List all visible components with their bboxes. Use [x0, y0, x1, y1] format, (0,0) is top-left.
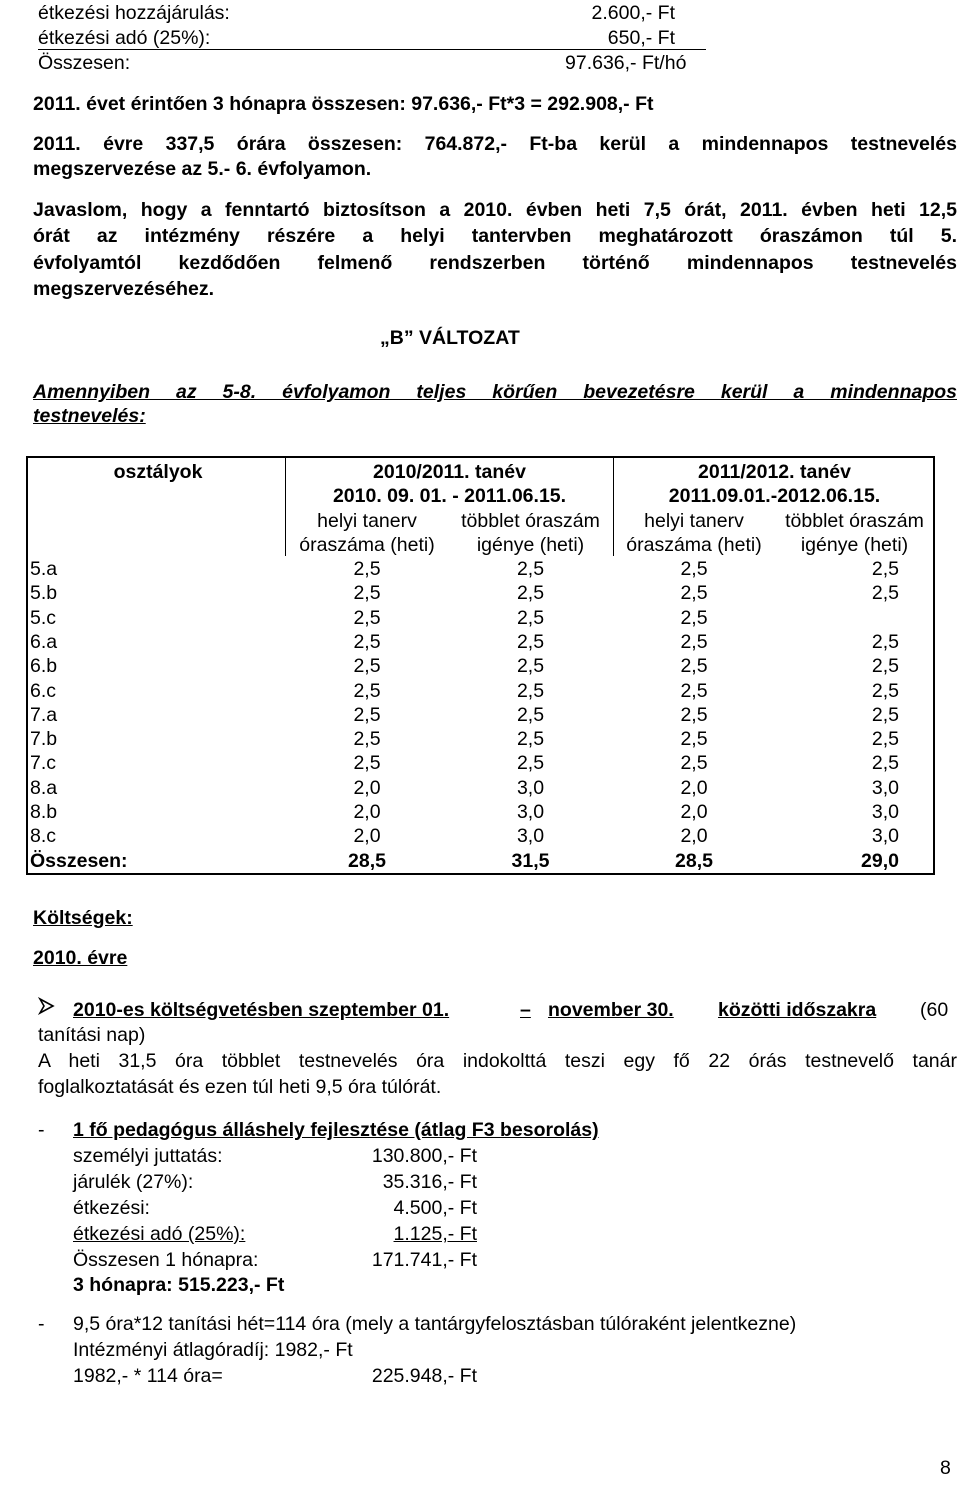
table-row-class: 8.b — [30, 801, 58, 823]
item2-line2: Intézményi átlagóradíj: 1982,- Ft — [73, 1339, 353, 1361]
bullet-reason-line1: A heti 31,5 óra többlet testnevelés óra indokolttá teszi egy fő 22 órás testnevelő tanár — [38, 1050, 957, 1072]
table-cell: 2,5 — [353, 703, 381, 726]
table-cell: 3,0 — [516, 825, 545, 848]
variant-intro-line1: Amennyiben az 5-8. évfolyamon teljes körűen bevezetésre kerül a mindennapos — [33, 381, 957, 403]
item1-three-months: 3 hónapra: 515.223,- Ft — [73, 1274, 285, 1296]
table-cell: 2,5 — [680, 558, 708, 580]
item1-cost-label: étkezési: — [73, 1197, 150, 1219]
table-cell: 3,0 — [871, 801, 899, 823]
table-cell: 2,5 — [353, 630, 381, 653]
bullet-period-start: 2010-es költségvetésben szeptember 01. — [73, 999, 450, 1021]
proposal-line4: megszervezéséhez. — [33, 278, 215, 300]
table-cell: 2,5 — [516, 558, 545, 580]
table-cell: 2,5 — [680, 728, 708, 751]
table-cell: 3,0 — [516, 801, 545, 823]
table-row-class: 7.c — [30, 752, 57, 775]
table-cell: 2,5 — [680, 752, 708, 775]
bullet-reason-line2: foglalkoztatását és ezen túl heti 9,5 óra túlórát. — [38, 1076, 442, 1098]
table-cell: 2,5 — [353, 655, 381, 678]
cost-value-meal-tax: 650,- Ft — [607, 27, 675, 49]
table-row-class: 6.a — [30, 630, 58, 653]
table-cell: 2,0 — [680, 825, 708, 848]
item1-cost-label: étkezési adó (25%): — [73, 1223, 246, 1245]
cost-label-meal-tax: étkezési adó (25%): — [38, 27, 211, 49]
item1-cost-value: 171.741,- Ft — [371, 1249, 477, 1271]
table-row-class: 6.c — [30, 679, 57, 702]
header-col-a-line2: óraszáma (heti) — [299, 534, 435, 556]
item1-cost-label: személyi juttatás: — [73, 1145, 223, 1167]
item1-cost-value: 1.125,- Ft — [393, 1223, 477, 1245]
header-period2: 2011.09.01.-2012.06.15. — [668, 485, 881, 507]
costs-heading: Költségek: — [33, 907, 133, 929]
item1-dash: - — [38, 1119, 45, 1141]
bullet-days-open: (60 — [920, 999, 949, 1021]
table-cell: 2,5 — [516, 582, 545, 605]
table-cell: 2,5 — [871, 558, 899, 580]
page-number: 8 — [940, 1457, 951, 1479]
table-row-class: 5.a — [30, 558, 58, 580]
item1-cost-value: 35.316,- Ft — [382, 1171, 477, 1193]
header-year1: 2010/2011. tanév — [373, 461, 526, 483]
table-cell: 2,5 — [516, 679, 545, 702]
table-cell: 2,5 — [353, 582, 381, 605]
cost-label-total: Összesen: — [38, 52, 131, 74]
item2-dash: - — [38, 1313, 45, 1335]
table-row-class: 7.b — [30, 728, 58, 751]
table-row-class: 7.a — [30, 703, 58, 726]
table-cell: 2,5 — [516, 630, 545, 653]
item1-cost-label: Összesen 1 hónapra: — [73, 1249, 259, 1271]
table-cell: 2,5 — [871, 582, 899, 605]
header-year2: 2011/2012. tanév — [698, 461, 851, 483]
table-cell: 2,5 — [516, 655, 545, 678]
table-cell: 2,5 — [680, 655, 708, 678]
table-row-class: 5.b — [30, 582, 58, 605]
table-cell: 2,5 — [871, 630, 899, 653]
hours-table — [26, 456, 935, 875]
item2-line1: 9,5 óra*12 tanítási hét=114 óra (mely a tantárgyfelosztásban túlóraként jelentkezne) — [73, 1313, 797, 1335]
summary-2011-year-line1: 2011. évre 337,5 órára összesen: 764.872,- Ft-ba kerül a mindennapos testnevelés — [33, 133, 957, 155]
table-cell: 2,5 — [353, 752, 381, 775]
table-row-class: 6.b — [30, 655, 58, 678]
table-cell: 2,5 — [871, 655, 899, 678]
table-cell: 2,5 — [516, 752, 545, 775]
item2-line3-label: 1982,- * 114 óra= — [73, 1365, 223, 1387]
table-total-cell: 28,5 — [348, 849, 386, 872]
table-cell: 3,0 — [871, 776, 899, 799]
table-cell: 2,0 — [680, 801, 708, 823]
item1-cost-value: 4.500,- Ft — [393, 1197, 477, 1219]
table-cell: 2,5 — [353, 558, 381, 580]
table-total-cell: 28,5 — [675, 849, 713, 872]
proposal-line2: órát az intézmény részére a helyi tantervben meghatározott óraszámon túl 5. — [33, 225, 957, 247]
item1-cost-label: járulék (27%): — [73, 1171, 194, 1193]
bullet-days-close: tanítási nap) — [38, 1024, 146, 1046]
header-col-c-line2: óraszáma (heti) — [626, 534, 762, 556]
table-total-label: Összesen: — [30, 849, 128, 872]
bullet-period-label: közötti időszakra — [718, 999, 877, 1021]
summary-2011-year-line2: megszervezése az 5.- 6. évfolyamon. — [33, 158, 372, 180]
table-cell: 2,0 — [680, 776, 708, 799]
table-cell: 2,5 — [680, 606, 708, 629]
table-cell: 2,5 — [871, 703, 899, 726]
header-col-d-line1: többlet óraszám — [785, 510, 924, 532]
item2-line3-value: 225.948,- Ft — [371, 1365, 477, 1387]
proposal-line1: Javaslom, hogy a fenntartó biztosítson a 2010. évben heti 7,5 órát, 2011. évben heti 12,5 — [33, 199, 957, 221]
table-cell: 2,5 — [680, 679, 708, 702]
item1-cost-value: 130.800,- Ft — [371, 1145, 477, 1167]
header-classes: osztályok — [113, 461, 203, 483]
cost-value-meal-contribution: 2.600,- Ft — [591, 2, 675, 24]
header-col-a-line1: helyi tanerv — [317, 510, 417, 532]
table-cell: 2,5 — [516, 606, 545, 629]
table-cell: 2,0 — [353, 801, 381, 823]
year-heading: 2010. évre — [33, 947, 128, 969]
table-cell: 2,5 — [871, 679, 899, 702]
proposal-line3: évfolyamtól kezdődően felmenő rendszerben történő mindennapos testnevelés — [33, 252, 957, 274]
table-cell: 2,5 — [353, 679, 381, 702]
table-cell: 2,5 — [680, 582, 708, 605]
table-row-class: 8.a — [30, 776, 58, 799]
summary-2011-quarter: 2011. évet érintően 3 hónapra összesen: 97.636,- Ft*3 = 292.908,- Ft — [33, 93, 654, 115]
header-col-b-line2: igénye (heti) — [476, 534, 585, 556]
header-col-b-line1: többlet óraszám — [461, 510, 600, 532]
table-total-cell: 31,5 — [511, 849, 550, 872]
table-cell: 2,5 — [680, 703, 708, 726]
item1-title: 1 fő pedagógus álláshely fejlesztése (átlag F3 besorolás) — [73, 1119, 599, 1141]
cost-value-total: 97.636,- Ft/hó — [565, 52, 687, 74]
sum-divider-line — [38, 49, 706, 50]
table-row-class: 5.c — [30, 606, 57, 629]
bullet-dash: – — [520, 999, 531, 1021]
variant-heading: „B” VÁLTOZAT — [380, 327, 520, 349]
table-cell: 2,0 — [353, 776, 381, 799]
table-row-class: 8.c — [30, 825, 57, 848]
arrow-bullet-icon — [38, 997, 56, 1015]
table-cell: 2,5 — [871, 752, 899, 775]
table-cell: 2,5 — [353, 728, 381, 751]
table-cell: 3,0 — [871, 825, 899, 848]
table-cell: 3,0 — [516, 776, 545, 799]
table-cell: 2,5 — [871, 728, 899, 751]
cost-label-meal-contribution: étkezési hozzájárulás: — [38, 2, 230, 24]
table-cell: 2,5 — [680, 630, 708, 653]
bullet-period-end: november 30. — [548, 999, 674, 1021]
header-col-d-line2: igénye (heti) — [800, 534, 909, 556]
table-cell: 2,5 — [516, 703, 545, 726]
header-col-c-line1: helyi tanerv — [644, 510, 744, 532]
table-total-cell: 29,0 — [861, 849, 899, 872]
table-cell: 2,0 — [353, 825, 381, 848]
variant-intro-line2: testnevelés: — [33, 405, 146, 427]
table-cell: 2,5 — [353, 606, 381, 629]
header-period1: 2010. 09. 01. - 2011.06.15. — [332, 485, 567, 507]
table-cell: 2,5 — [516, 728, 545, 751]
